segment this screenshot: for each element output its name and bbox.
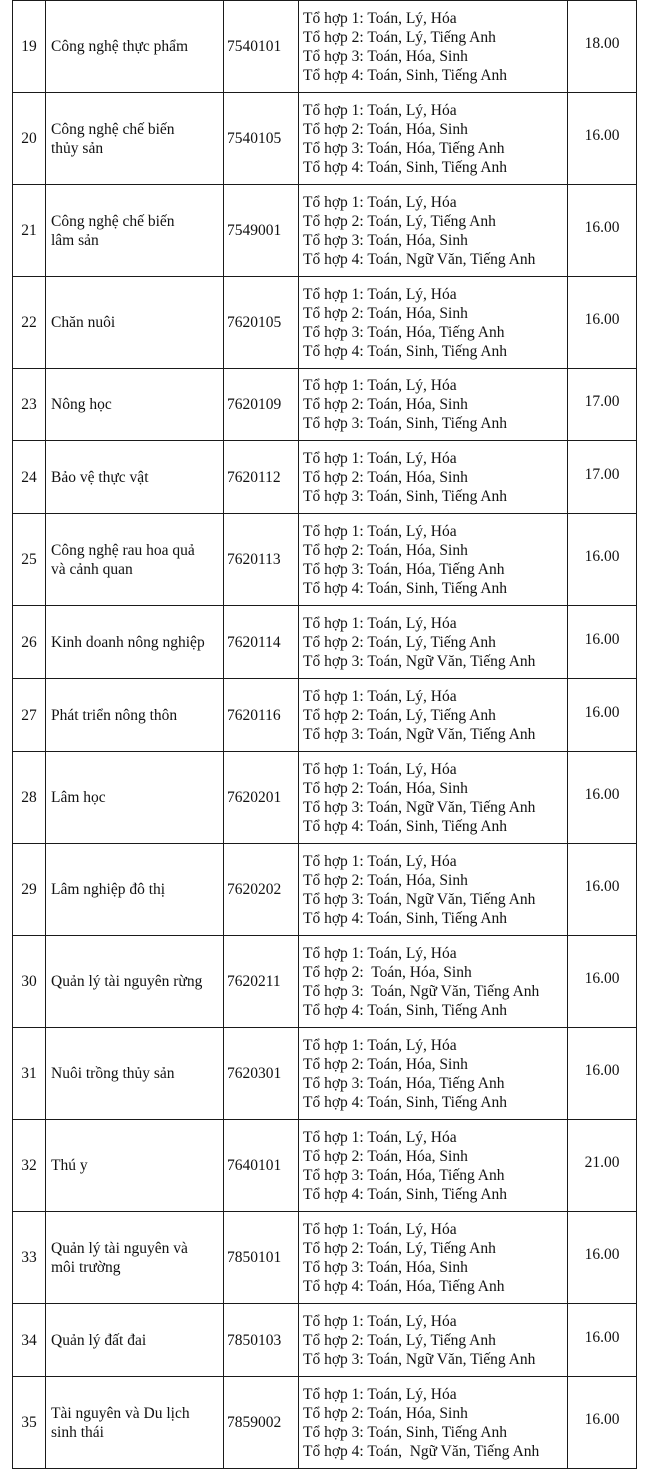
- subject-combination: Tổ hợp 3: Toán, Ngữ Văn, Tiếng Anh: [303, 725, 536, 743]
- major-code: 7540105: [224, 93, 299, 185]
- benchmark-score: 16.00: [568, 1212, 637, 1304]
- subject-combinations-cell: [299, 936, 568, 1028]
- table-row: [13, 752, 637, 844]
- major-name-cell: [46, 514, 224, 606]
- major-name-cell: [46, 1120, 224, 1212]
- subject-combination: Tổ hợp 2: Toán, Hóa, Sinh: [303, 1404, 468, 1422]
- subject-combinations-cell: [299, 1304, 568, 1377]
- major-code: 7640101: [224, 1120, 299, 1212]
- subject-combination: Tổ hợp 2: Toán, Lý, Tiếng Anh: [303, 1331, 496, 1349]
- subject-combination: Tổ hợp 4: Toán, Sinh, Tiếng Anh: [303, 1185, 508, 1203]
- major-name-line: Công nghệ chế biến: [51, 120, 175, 138]
- subject-combination: Tổ hợp 4: Toán, Sinh, Tiếng Anh: [303, 342, 508, 360]
- major-code: 7620113: [224, 514, 299, 606]
- major-name-line: sinh thái: [51, 1423, 104, 1441]
- subject-combination: Tổ hợp 1: Toán, Lý, Hóa: [303, 1128, 457, 1146]
- subject-combination: Tổ hợp 2: Toán, Hóa, Sinh: [303, 779, 468, 797]
- major-code: 7620211: [224, 936, 299, 1028]
- subject-combination: Tổ hợp 1: Toán, Lý, Hóa: [303, 285, 457, 303]
- major-name-cell: [46, 277, 224, 369]
- subject-combination: Tổ hợp 4: Toán, Hóa, Tiếng Anh: [303, 1277, 505, 1295]
- major-name-line: Tài nguyên và Du lịch: [51, 1404, 190, 1422]
- subject-combination: Tổ hợp 1: Toán, Lý, Hóa: [303, 522, 457, 540]
- major-name-cell: [46, 679, 224, 752]
- subject-combinations-cell: [299, 369, 568, 441]
- subject-combinations-cell: [299, 1377, 568, 1469]
- table-row: [13, 606, 637, 679]
- benchmark-score: 16.00: [568, 93, 637, 185]
- subject-combination: Tổ hợp 4: Toán, Sinh, Tiếng Anh: [303, 1093, 508, 1111]
- table-row: [13, 369, 637, 441]
- row-number: 23: [13, 369, 46, 441]
- subject-combination: Tổ hợp 2: Toán, Hóa, Sinh: [303, 396, 468, 413]
- major-code: 7549001: [224, 185, 299, 277]
- benchmark-score: 16.00: [568, 514, 637, 606]
- subject-combinations-cell: [299, 514, 568, 606]
- table-row: [13, 277, 637, 369]
- subject-combination: Tổ hợp 4: Toán, Sinh, Tiếng Anh: [303, 579, 508, 597]
- major-name-line: và cảnh quan: [51, 560, 133, 578]
- major-name-cell: [46, 752, 224, 844]
- major-name-cell: [46, 936, 224, 1028]
- benchmark-score: 16.00: [568, 1028, 637, 1120]
- benchmark-score: 17.00: [568, 369, 637, 441]
- major-code: 7850101: [224, 1212, 299, 1304]
- subject-combinations-cell: [299, 1120, 568, 1212]
- subject-combination: Tổ hợp 2: Toán, Lý, Tiếng Anh: [303, 28, 496, 46]
- major-code: 7620112: [224, 441, 299, 514]
- row-number: 32: [13, 1120, 46, 1212]
- major-name-line: Quản lý đất đai: [51, 1331, 147, 1349]
- subject-combination: Tổ hợp 1: Toán, Lý, Hóa: [303, 614, 457, 632]
- benchmark-score: 16.00: [568, 679, 637, 752]
- subject-combinations-cell: [299, 441, 568, 514]
- subject-combination: Tổ hợp 3: Toán, Hóa, Sinh: [303, 231, 468, 249]
- subject-combination: Tổ hợp 1: Toán, Lý, Hóa: [303, 760, 457, 778]
- subject-combinations-cell: [299, 606, 568, 679]
- row-number: 30: [13, 936, 46, 1028]
- subject-combination: Tổ hợp 3: Toán, Ngữ Văn, Tiếng Anh: [303, 798, 536, 816]
- major-name-line: Kinh doanh nông nghiệp: [51, 633, 205, 651]
- major-name-cell: [46, 844, 224, 936]
- major-name-line: Chăn nuôi: [51, 314, 116, 331]
- subject-combination: Tổ hợp 2: Toán, Hóa, Sinh: [303, 1147, 468, 1165]
- subject-combinations-cell: [299, 844, 568, 936]
- subject-combination: Tổ hợp 2: Toán, Hóa, Sinh: [303, 304, 468, 322]
- table-row: [13, 441, 637, 514]
- admission-score-table: [12, 0, 637, 1469]
- table-row: [13, 1377, 637, 1469]
- major-code: 7620105: [224, 277, 299, 369]
- row-number: 26: [13, 606, 46, 679]
- subject-combination: Tổ hợp 3: Toán, Ngữ Văn, Tiếng Anh: [303, 890, 536, 908]
- major-name-cell: [46, 1377, 224, 1469]
- subject-combination: Tổ hợp 1: Toán, Lý, Hóa: [303, 687, 457, 705]
- subject-combination: Tổ hợp 4: Toán, Sinh, Tiếng Anh: [303, 909, 508, 927]
- row-number: 24: [13, 441, 46, 514]
- table-row: [13, 514, 637, 606]
- subject-combinations-cell: [299, 277, 568, 369]
- major-name-line: Thú y: [51, 1157, 88, 1174]
- major-name-cell: [46, 606, 224, 679]
- major-name-line: Nuôi trồng thủy sản: [51, 1065, 175, 1082]
- row-number: 33: [13, 1212, 46, 1304]
- benchmark-score: 18.00: [568, 1, 637, 93]
- row-number: 27: [13, 679, 46, 752]
- subject-combination: Tổ hợp 2: Toán, Hóa, Sinh: [303, 120, 468, 138]
- subject-combination: Tổ hợp 3: Toán, Sinh, Tiếng Anh: [303, 1423, 508, 1441]
- subject-combination: Tổ hợp 2: Toán, Lý, Tiếng Anh: [303, 633, 496, 651]
- major-name-line: Công nghệ chế biến: [51, 212, 175, 230]
- major-name-cell: [46, 369, 224, 441]
- subject-combination: Tổ hợp 3: Toán, Sinh, Tiếng Anh: [303, 415, 508, 432]
- subject-combinations-cell: [299, 1212, 568, 1304]
- table-row: [13, 1028, 637, 1120]
- major-code: 7620116: [224, 679, 299, 752]
- benchmark-score: 16.00: [568, 606, 637, 679]
- row-number: 25: [13, 514, 46, 606]
- row-number: 22: [13, 277, 46, 369]
- table-row: [13, 1212, 637, 1304]
- major-name-line: Lâm nghiệp đô thị: [51, 881, 166, 898]
- table-row: [13, 1120, 637, 1212]
- major-code: 7850103: [224, 1304, 299, 1377]
- major-name-line: lâm sản: [51, 231, 99, 249]
- benchmark-score: 16.00: [568, 185, 637, 277]
- table-row: [13, 1, 637, 93]
- subject-combination: Tổ hợp 1: Toán, Lý, Hóa: [303, 193, 457, 211]
- subject-combination: Tổ hợp 4: Toán, Sinh, Tiếng Anh: [303, 66, 508, 84]
- major-name-cell: [46, 1304, 224, 1377]
- subject-combination: Tổ hợp 3: Toán, Sinh, Tiếng Anh: [303, 487, 508, 505]
- major-code: 7620201: [224, 752, 299, 844]
- major-name-cell: [46, 1028, 224, 1120]
- benchmark-score: 16.00: [568, 1377, 637, 1469]
- subject-combination: Tổ hợp 2: Toán, Lý, Tiếng Anh: [303, 1239, 496, 1257]
- major-name-cell: [46, 1212, 224, 1304]
- subject-combination: Tổ hợp 2: Toán, Lý, Tiếng Anh: [303, 706, 496, 724]
- major-name-line: Phát triển nông thôn: [51, 706, 178, 724]
- major-name-line: Nông học: [51, 396, 112, 413]
- subject-combination: Tổ hợp 3: Toán, Hóa, Tiếng Anh: [303, 560, 505, 578]
- major-name-cell: [46, 1, 224, 93]
- subject-combination: Tổ hợp 3: Toán, Hóa, Sinh: [303, 1258, 468, 1276]
- benchmark-score: 21.00: [568, 1120, 637, 1212]
- subject-combination: Tổ hợp 1: Toán, Lý, Hóa: [303, 1385, 457, 1403]
- subject-combination: Tổ hợp 1: Toán, Lý, Hóa: [303, 944, 457, 962]
- subject-combination: Tổ hợp 1: Toán, Lý, Hóa: [303, 377, 457, 394]
- major-name-cell: [46, 93, 224, 185]
- row-number: 35: [13, 1377, 46, 1469]
- subject-combination: Tổ hợp 4: Toán, Sinh, Tiếng Anh: [303, 817, 508, 835]
- subject-combination: Tổ hợp 1: Toán, Lý, Hóa: [303, 9, 457, 27]
- major-name-line: Công nghệ rau hoa quả: [51, 541, 195, 559]
- subject-combination: Tổ hợp 2: Toán, Lý, Tiếng Anh: [303, 212, 496, 230]
- row-number: 21: [13, 185, 46, 277]
- subject-combination: Tổ hợp 4: Toán, Ngữ Văn, Tiếng Anh: [303, 250, 536, 268]
- subject-combination: Tổ hợp 2: Toán, Hóa, Sinh: [303, 963, 472, 981]
- subject-combination: Tổ hợp 1: Toán, Lý, Hóa: [303, 1036, 457, 1054]
- major-code: 7620114: [224, 606, 299, 679]
- table-row: [13, 93, 637, 185]
- subject-combination: Tổ hợp 3: Toán, Ngữ Văn, Tiếng Anh: [303, 652, 536, 670]
- benchmark-score: 17.00: [568, 441, 637, 514]
- subject-combination: Tổ hợp 3: Toán, Hóa, Tiếng Anh: [303, 1074, 505, 1092]
- major-code: 7620301: [224, 1028, 299, 1120]
- subject-combination: Tổ hợp 1: Toán, Lý, Hóa: [303, 101, 457, 119]
- table-row: [13, 1304, 637, 1377]
- subject-combination: Tổ hợp 3: Toán, Ngữ Văn, Tiếng Anh: [303, 982, 540, 1000]
- row-number: 28: [13, 752, 46, 844]
- major-code: 7620109: [224, 369, 299, 441]
- subject-combinations-cell: [299, 185, 568, 277]
- major-name-line: Công nghệ thực phẩm: [51, 38, 189, 55]
- subject-combinations-cell: [299, 752, 568, 844]
- benchmark-score: 16.00: [568, 277, 637, 369]
- row-number: 29: [13, 844, 46, 936]
- subject-combination: Tổ hợp 4: Toán, Sinh, Tiếng Anh: [303, 1001, 508, 1019]
- subject-combination: Tổ hợp 4: Toán, Sinh, Tiếng Anh: [303, 158, 508, 176]
- major-code: 7540101: [224, 1, 299, 93]
- benchmark-score: 16.00: [568, 752, 637, 844]
- table-row: [13, 844, 637, 936]
- row-number: 19: [13, 1, 46, 93]
- admission-score-table-page: [12, 0, 636, 1469]
- subject-combination: Tổ hợp 2: Toán, Hóa, Sinh: [303, 1055, 468, 1073]
- major-name-line: thủy sản: [51, 139, 104, 157]
- major-name-line: Quản lý tài nguyên rừng: [51, 973, 203, 990]
- major-name-line: Lâm học: [51, 789, 106, 806]
- subject-combinations-cell: [299, 93, 568, 185]
- major-name-cell: [46, 185, 224, 277]
- subject-combination: Tổ hợp 3: Toán, Hóa, Tiếng Anh: [303, 323, 505, 341]
- row-number: 34: [13, 1304, 46, 1377]
- subject-combination: Tổ hợp 2: Toán, Hóa, Sinh: [303, 541, 468, 559]
- benchmark-score: 16.00: [568, 936, 637, 1028]
- subject-combination: Tổ hợp 2: Toán, Hóa, Sinh: [303, 871, 468, 889]
- major-name-line: Quản lý tài nguyên và: [51, 1239, 188, 1257]
- row-number: 20: [13, 93, 46, 185]
- benchmark-score: 16.00: [568, 844, 637, 936]
- subject-combination: Tổ hợp 1: Toán, Lý, Hóa: [303, 852, 457, 870]
- benchmark-score: 16.00: [568, 1304, 637, 1377]
- major-name-line: Bảo vệ thực vật: [51, 468, 149, 486]
- major-name-cell: [46, 441, 224, 514]
- row-number: 31: [13, 1028, 46, 1120]
- major-name-line: môi trường: [51, 1258, 121, 1276]
- table-row: [13, 936, 637, 1028]
- table-row: [13, 679, 637, 752]
- subject-combination: Tổ hợp 3: Toán, Hóa, Sinh: [303, 47, 468, 65]
- subject-combination: Tổ hợp 1: Toán, Lý, Hóa: [303, 1220, 457, 1238]
- subject-combination: Tổ hợp 3: Toán, Hóa, Tiếng Anh: [303, 139, 505, 157]
- table-body: [13, 1, 637, 1469]
- subject-combination: Tổ hợp 3: Toán, Hóa, Tiếng Anh: [303, 1166, 505, 1184]
- table-row: [13, 185, 637, 277]
- subject-combinations-cell: [299, 679, 568, 752]
- major-code: 7859002: [224, 1377, 299, 1469]
- subject-combinations-cell: [299, 1, 568, 93]
- subject-combination: Tổ hợp 3: Toán, Ngữ Văn, Tiếng Anh: [303, 1350, 536, 1368]
- subject-combination: Tổ hợp 4: Toán, Ngữ Văn, Tiếng Anh: [303, 1442, 540, 1460]
- major-code: 7620202: [224, 844, 299, 936]
- subject-combination: Tổ hợp 1: Toán, Lý, Hóa: [303, 1312, 457, 1330]
- subject-combination: Tổ hợp 1: Toán, Lý, Hóa: [303, 449, 457, 467]
- subject-combination: Tổ hợp 2: Toán, Hóa, Sinh: [303, 468, 468, 486]
- subject-combinations-cell: [299, 1028, 568, 1120]
